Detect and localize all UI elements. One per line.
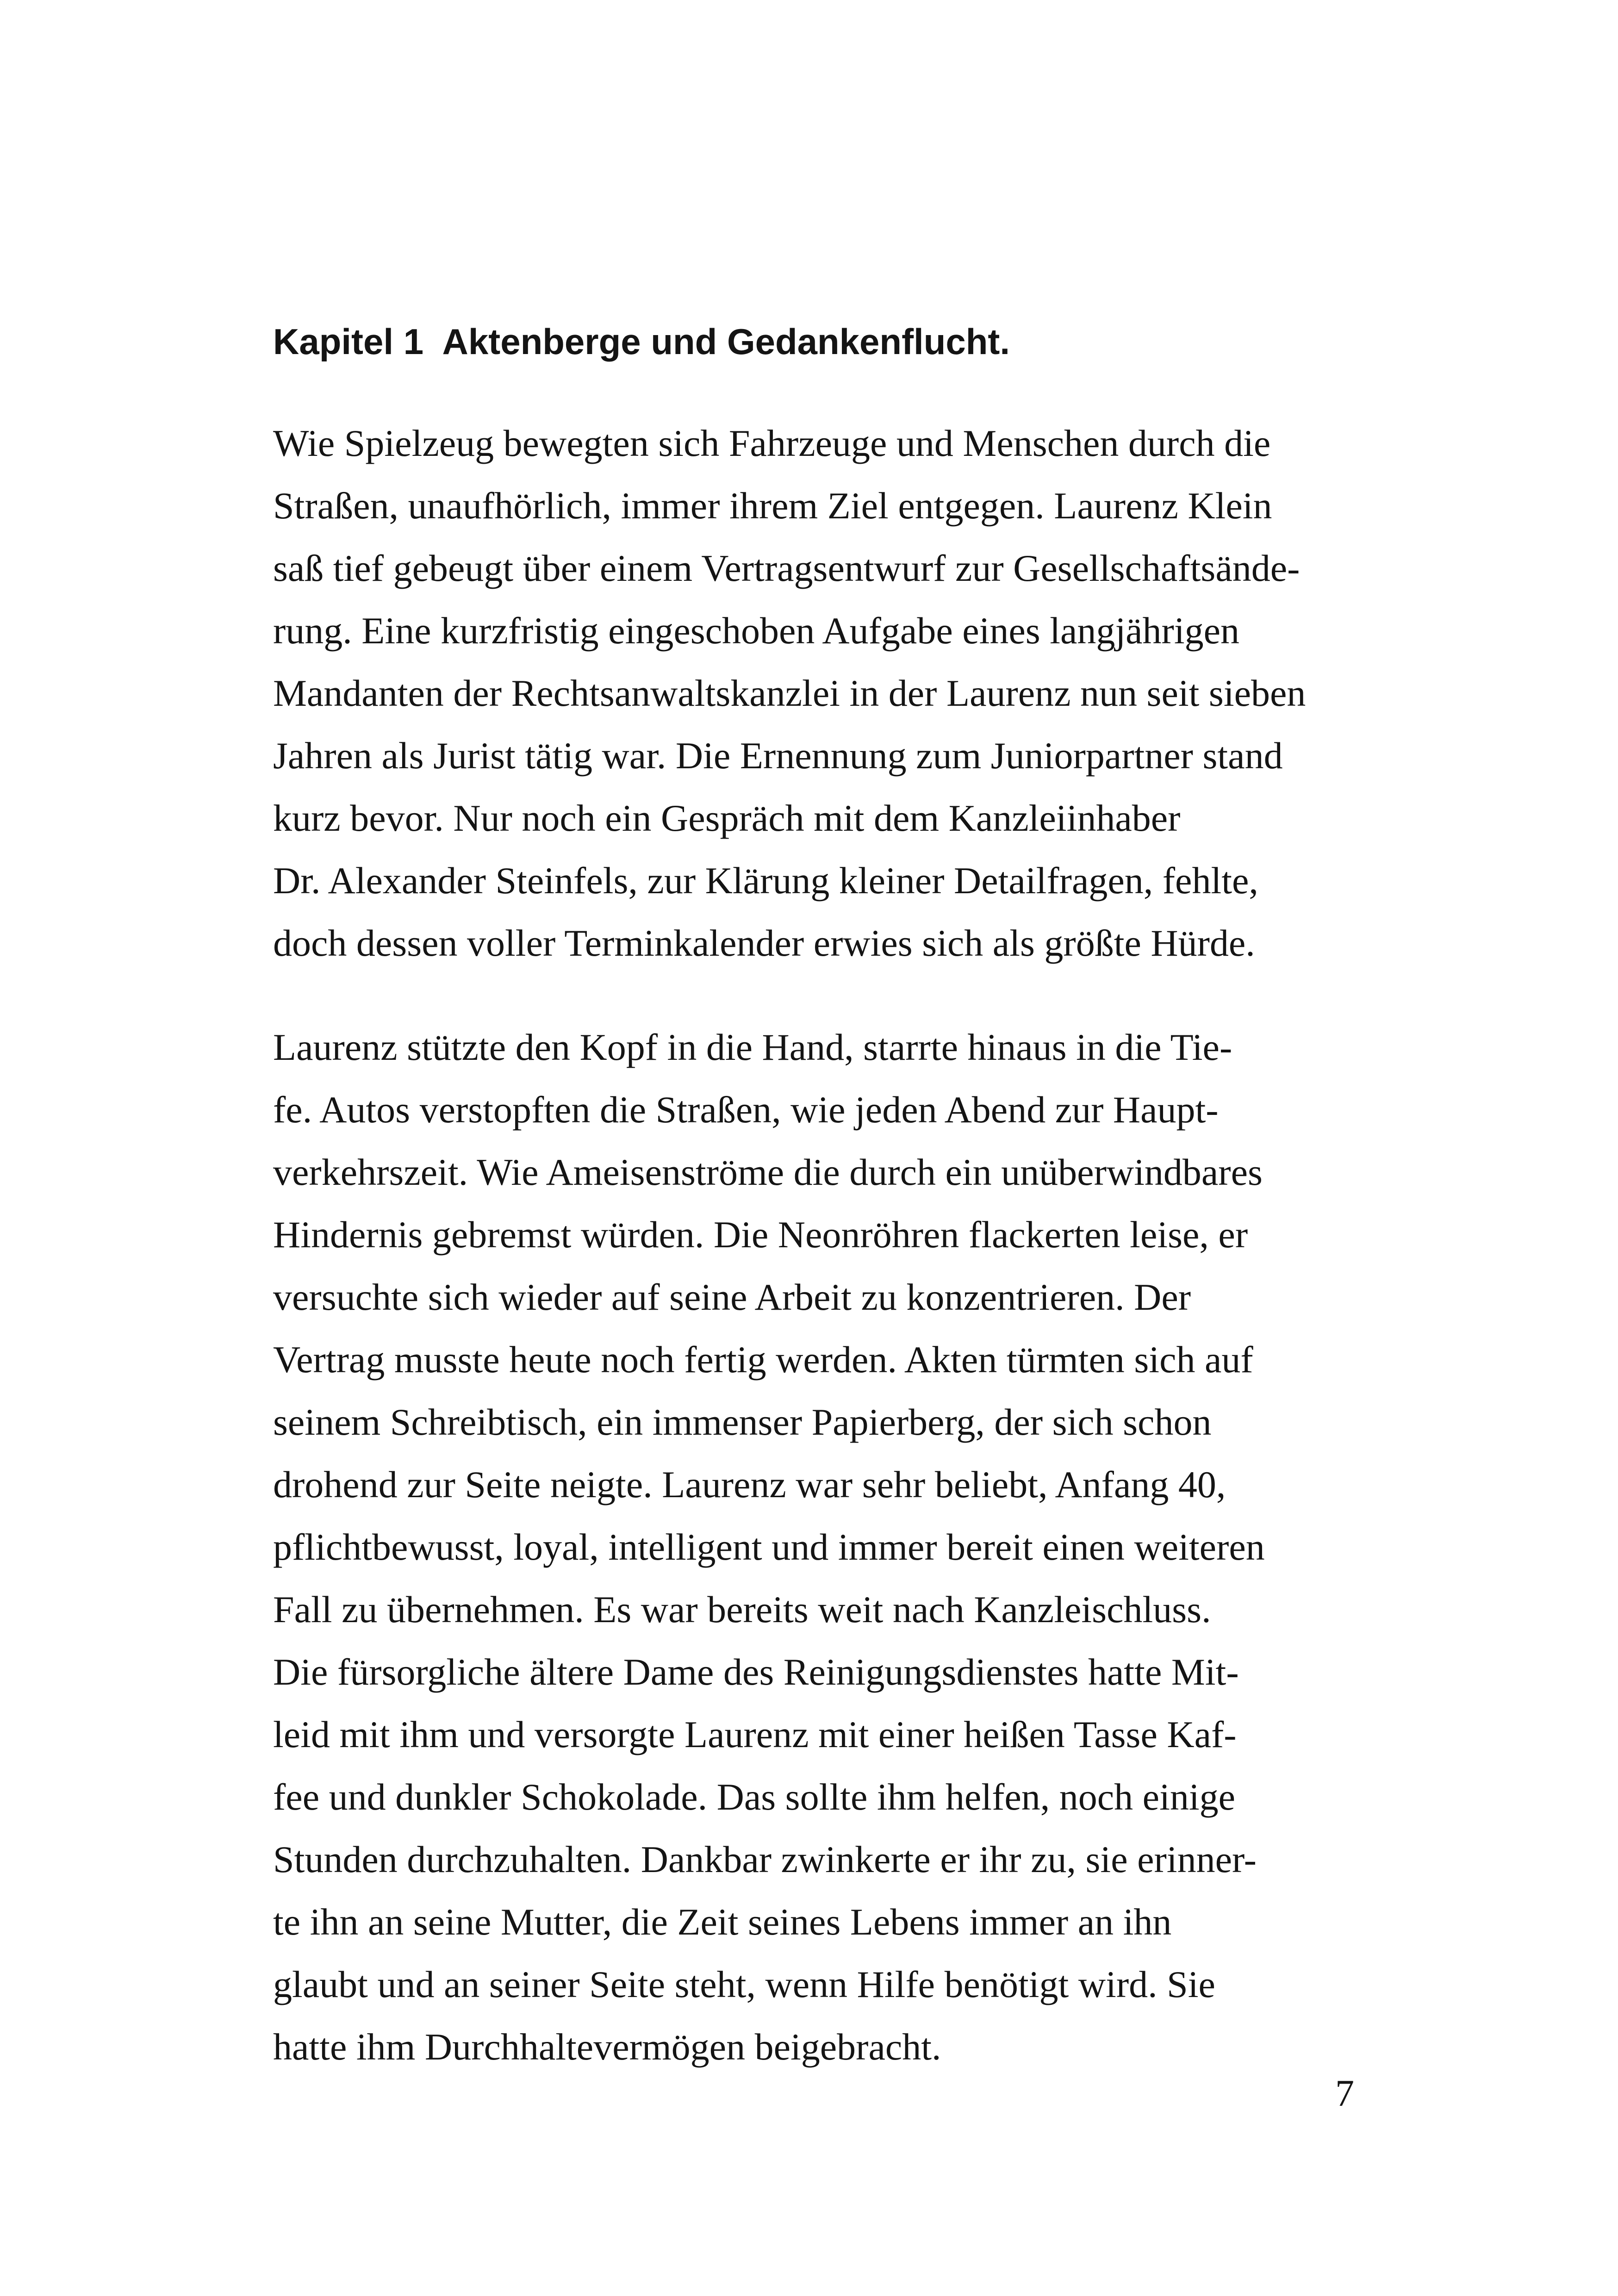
text-line: pflichtbewusst, loyal, intelligent und immer bereit einen weiteren — [273, 1526, 1265, 1568]
text-line: drohend zur Seite neigte. Laurenz war sehr beliebt, Anfang 40, — [273, 1463, 1226, 1506]
text-line: leid mit ihm und versorgte Laurenz mit einer heißen Tasse Kaf- — [273, 1713, 1237, 1755]
page-number: 7 — [1335, 2072, 1354, 2114]
text-line: Jahren als Jurist tätig war. Die Ernennung zum Juniorpartner stand — [273, 734, 1283, 777]
text-line: rung. Eine kurzfristig eingeschoben Aufgabe eines langjährigen — [273, 610, 1240, 652]
text-line: Wie Spielzeug bewegten sich Fahrzeuge und Menschen durch die — [273, 422, 1271, 464]
text-line: glaubt und an seiner Seite steht, wenn Hilfe benötigt wird. Sie — [273, 1963, 1215, 2005]
text-line: Vertrag musste heute noch fertig werden. Akten türmten sich auf — [273, 1338, 1253, 1381]
text-line: kurz bevor. Nur noch ein Gespräch mit dem Kanzleiinhaber — [273, 797, 1181, 839]
text-line: fee und dunkler Schokolade. Das sollte ihm helfen, noch einige — [273, 1776, 1236, 1818]
text-line: seinem Schreibtisch, ein immenser Papierberg, der sich schon — [273, 1401, 1212, 1443]
chapter-title: Kapitel 1 Aktenberge und Gedankenflucht. — [273, 321, 1010, 362]
text-line: Mandanten der Rechtsanwaltskanzlei in der Laurenz nun seit sieben — [273, 672, 1306, 714]
text-line: Laurenz stützte den Kopf in die Hand, starrte hinaus in die Tie- — [273, 1026, 1232, 1068]
paragraph-2 — [273, 1016, 1393, 2078]
text-line: Die fürsorgliche ältere Dame des Reinigungsdienstes hatte Mit- — [273, 1651, 1239, 1693]
text-line: versuchte sich wieder auf seine Arbeit zu konzentrieren. Der — [273, 1276, 1191, 1318]
text-line: Dr. Alexander Steinfels, zur Klärung kleiner Detailfragen, fehlte, — [273, 859, 1258, 902]
text-line: Stunden durchzuhalten. Dankbar zwinkerte er ihr zu, sie erinner- — [273, 1838, 1257, 1880]
text-line: Straßen, unaufhörlich, immer ihrem Ziel entgegen. Laurenz Klein — [273, 485, 1272, 527]
paragraph-1 — [273, 412, 1393, 974]
text-line: saß tief gebeugt über einem Vertragsentwurf zur Gesellschaftsände- — [273, 547, 1300, 589]
text-line: doch dessen voller Terminkalender erwies sich als größte Hürde. — [273, 922, 1255, 964]
text-line: te ihn an seine Mutter, die Zeit seines Lebens immer an ihn — [273, 1901, 1172, 1943]
text-line: hatte ihm Durchhaltevermögen beigebracht. — [273, 2026, 941, 2068]
text-line: verkehrszeit. Wie Ameisenströme die durch ein unüberwindbares — [273, 1151, 1263, 1193]
text-line: fe. Autos verstopften die Straßen, wie jeden Abend zur Haupt- — [273, 1089, 1219, 1131]
text-line: Fall zu übernehmen. Es war bereits weit nach Kanzleischluss. — [273, 1588, 1211, 1630]
text-line: Hindernis gebremst würden. Die Neonröhren flackerten leise, er — [273, 1213, 1248, 1256]
